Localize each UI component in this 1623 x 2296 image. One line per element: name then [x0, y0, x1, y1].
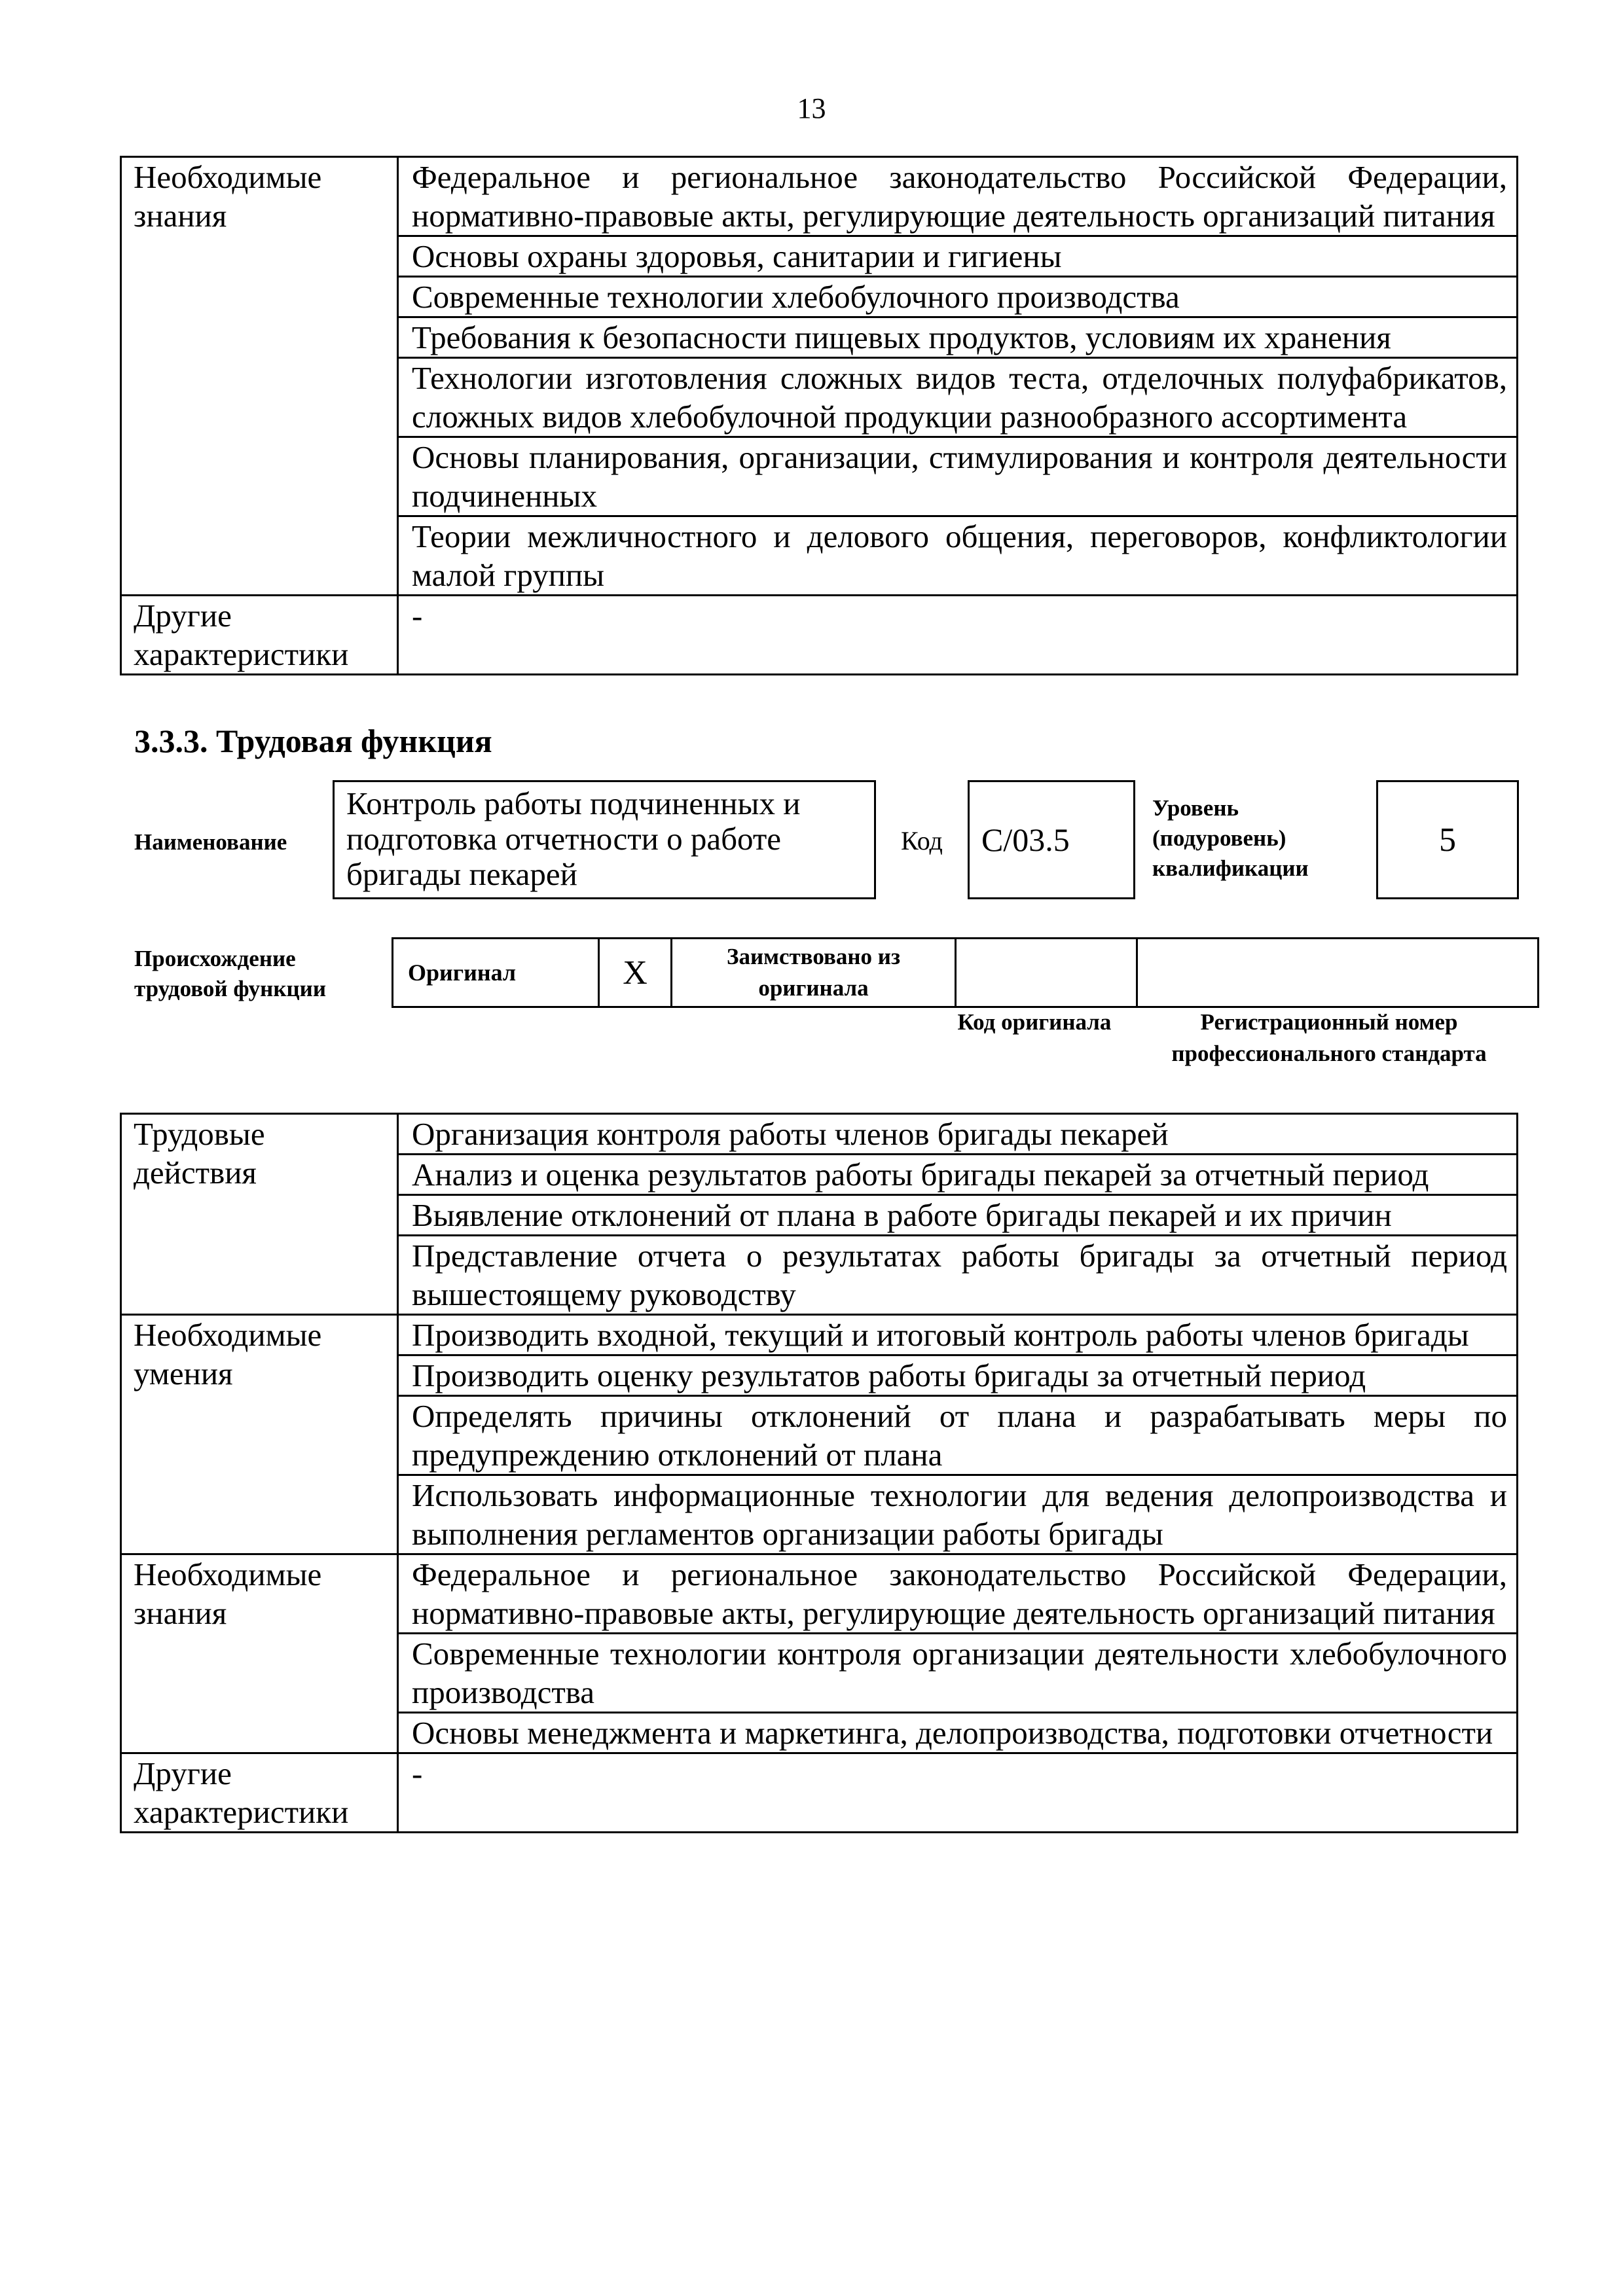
origin-label: Происхождение трудовой функции [134, 946, 327, 1001]
table-cell: Анализ и оценка результатов работы бригады пекарей за отчетный период [398, 1155, 1518, 1195]
row-label: Другие характеристики [121, 1753, 398, 1833]
table-cell: Федеральное и региональное законодательство Российской Федерации, нормативно-правовые акты, регулирующие деятельность организаций питания [398, 157, 1518, 236]
table-cell: Определять причины отклонений от плана и разрабатывать меры по предупреждению отклонений от плана [398, 1396, 1518, 1475]
row-label: Трудовые действия [121, 1114, 398, 1315]
table-row [393, 939, 1539, 1007]
table-cell: - [398, 1753, 1518, 1833]
code-box: С/03.5 [968, 780, 1135, 899]
row-label: Другие характеристики [121, 596, 398, 675]
table-row [121, 1315, 1518, 1355]
table-cell: Технологии изготовления сложных видов теста, отделочных полуфабрикатов, сложных видов хлебобулочной продукции разнообразного ассортимента [398, 358, 1518, 437]
table-cell: Основы охраны здоровья, санитарии и гигиены [398, 236, 1518, 277]
row-label: Необходимые знания [121, 157, 398, 596]
code-label: Код [901, 826, 943, 855]
section-heading: 3.3.3. Трудовая функция [134, 723, 492, 759]
table-cell: Выявление отклонений от плана в работе бригады пекарей и их причин [398, 1195, 1518, 1236]
table-cell: Требования к безопасности пищевых продуктов, условиям их хранения [398, 317, 1518, 358]
table-cell: Производить оценку результатов работы бригады за отчетный период [398, 1355, 1518, 1396]
function-name-box: Контроль работы подчиненных и подготовка отчетности о работе бригады пекарей [333, 780, 876, 899]
table-row [121, 157, 1518, 236]
origin-table [392, 937, 1539, 1008]
table-cell: Представление отчета о результатах работы бригады за отчетный период вышестоящему руководству [398, 1236, 1518, 1315]
table-cell: Федеральное и региональное законодательство Российской Федерации, нормативно-правовые акты, регулирующие деятельность организаций питания [398, 1554, 1518, 1634]
original-label: Оригинал [393, 939, 599, 1007]
registration-number-cell [1137, 939, 1539, 1007]
table-cell: - [398, 596, 1518, 675]
table-cell: Организация контроля работы членов бригады пекарей [398, 1114, 1518, 1155]
name-label: Наименование [134, 829, 287, 855]
table-row [121, 1114, 1518, 1155]
level-box: 5 [1376, 780, 1519, 899]
row-label: Необходимые знания [121, 1554, 398, 1753]
table-cell: Основы планирования, организации, стимулирования и контроля деятельности подчиненных [398, 437, 1518, 516]
table-cell: Производить входной, текущий и итоговый контроль работы членов бригады [398, 1315, 1518, 1355]
table-cell: Теории межличностного и делового общения, переговоров, конфликтологии малой группы [398, 516, 1518, 596]
table-row [121, 1554, 1518, 1634]
table-cell: Использовать информационные технологии для ведения делопроизводства и выполнения регламентов организации работы бригады [398, 1475, 1518, 1554]
borrowed-label: Заимствовано из оригинала [672, 939, 956, 1007]
table-cell: Современные технологии контроля организации деятельности хлебобулочного производства [398, 1634, 1518, 1713]
caption-original-code: Код оригинала [957, 1009, 1112, 1035]
table-cell: Современные технологии хлебобулочного производства [398, 277, 1518, 317]
original-code-cell [956, 939, 1137, 1007]
table-row [121, 1753, 1518, 1833]
table-cell: Основы менеджмента и маркетинга, делопроизводства, подготовки отчетности [398, 1713, 1518, 1753]
level-label: Уровень (подуровень) квалификации [1152, 795, 1309, 881]
bottom-spec-table [120, 1113, 1518, 1833]
table-row [121, 596, 1518, 675]
original-mark: X [599, 939, 672, 1007]
page-number: 13 [797, 92, 826, 124]
row-label: Необходимые умения [121, 1315, 398, 1554]
caption-registration-number: Регистрационный номер профессионального стандарта [1171, 1009, 1487, 1066]
top-spec-table [120, 156, 1518, 675]
